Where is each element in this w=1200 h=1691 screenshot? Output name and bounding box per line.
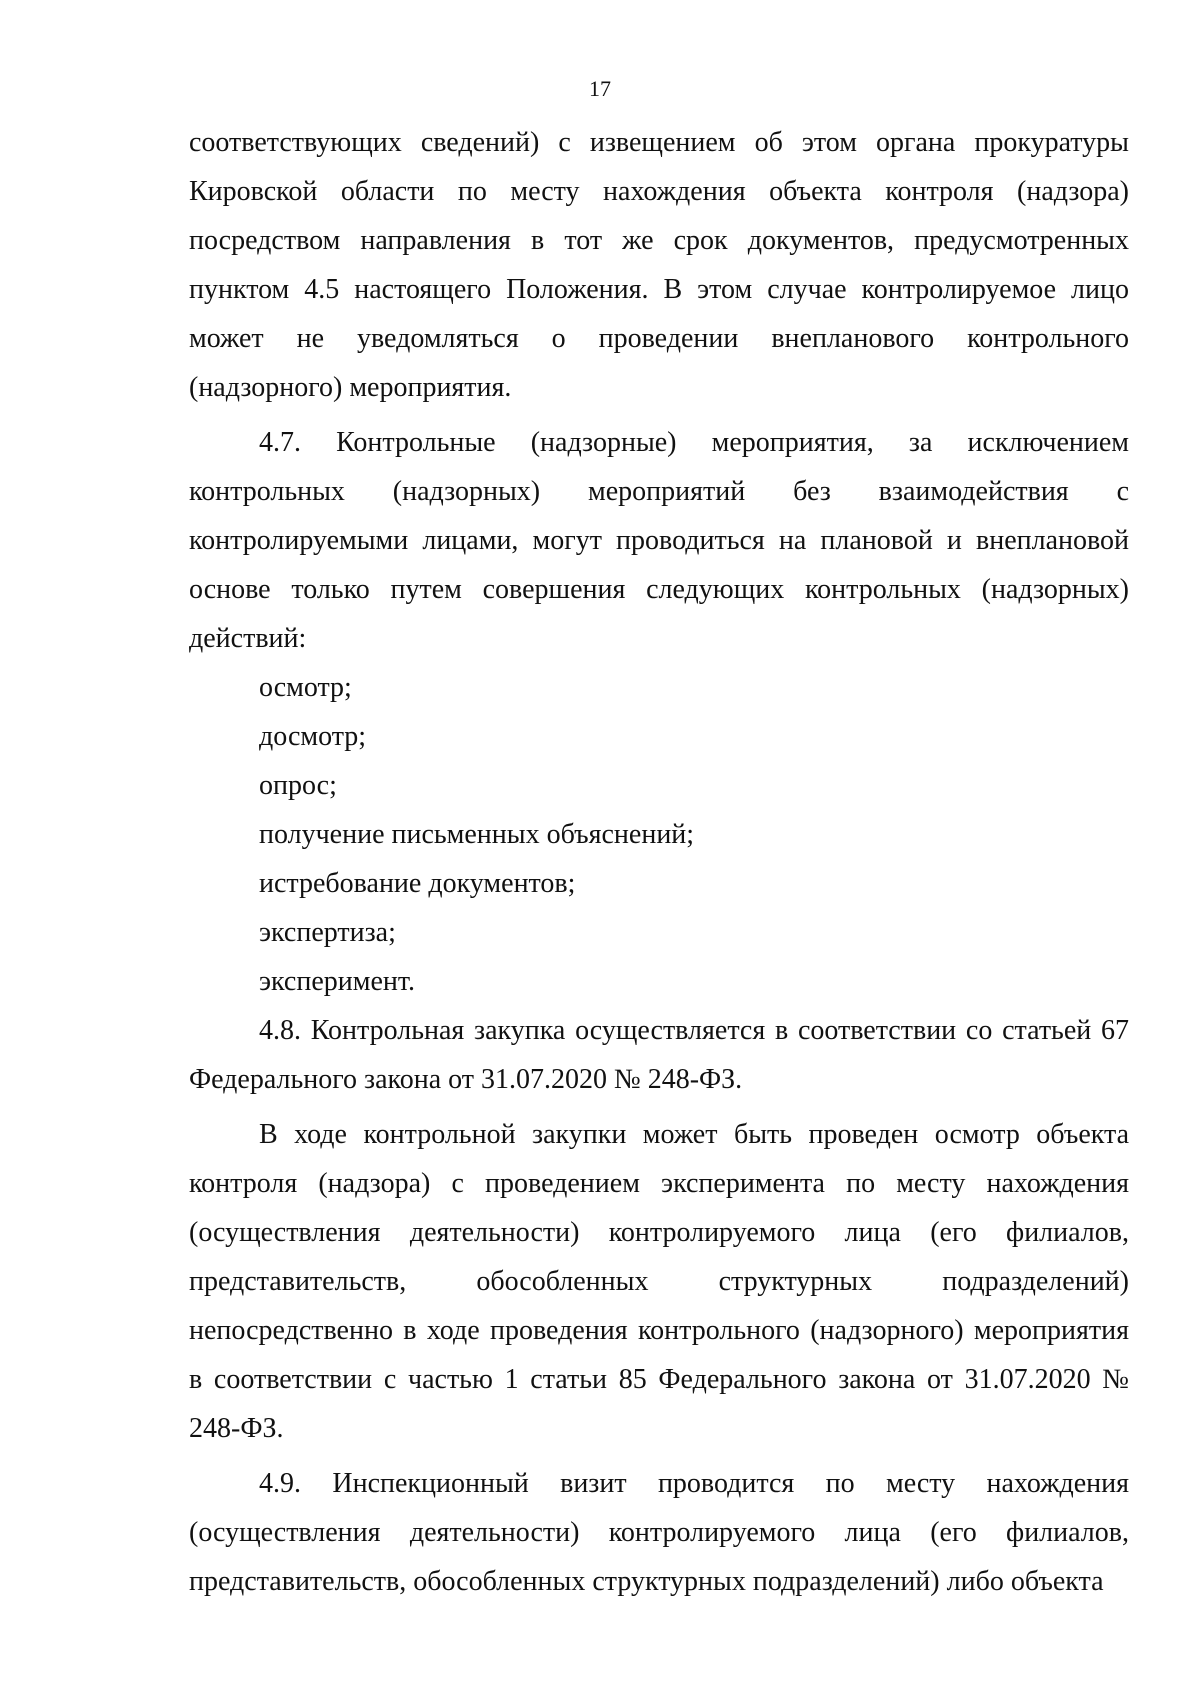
list-item: истребование документов; — [259, 868, 576, 899]
paragraph-control-purchase: В ходе контрольной закупки может быть проведен осмотр объекта контроля (надзора) с проведением эксперимента по месту нахождения (осуществления деятельности) контролируемого лица (его филиалов, представительств, обособленных структурных подразделений) непосредственно в ходе проведения контрольного (надзорного) мероприятия в соответствии с частью 1 статьи 85 Федерального закона от 31.07.2020 № 248-ФЗ. — [189, 1119, 1129, 1444]
document-body — [189, 118, 1129, 1606]
list-item: осмотр; — [259, 672, 352, 703]
paragraph-continuation: соответствующих сведений) с извещением об этом органа прокуратуры Кировской области по месту нахождения объекта контроля (надзора) посредством направления в тот же срок документов, предусмотренных пунктом 4.5 настоящего Положения. В этом случае контролируемое лицо может не уведомляться о проведении внепланового контрольного (надзорного) мероприятия. — [189, 127, 1129, 403]
list-item: опрос; — [259, 770, 337, 801]
list-item: экспертиза; — [259, 917, 396, 948]
list-item: эксперимент. — [259, 966, 416, 997]
page-number: 17 — [589, 76, 611, 101]
list-item: получение письменных объяснений; — [259, 819, 695, 850]
paragraph-4-8: 4.8. Контрольная закупка осуществляется в соответствии со статьей 67 Федерального закона от 31.07.2020 № 248-ФЗ. — [189, 1015, 1129, 1095]
paragraph-4-9: 4.9. Инспекционный визит проводится по месту нахождения (осуществления деятельности) контролируемого лица (его филиалов, представительств, обособленных структурных подразделений) либо объекта — [189, 1468, 1129, 1597]
list-item: досмотр; — [259, 721, 367, 752]
paragraph-4-7: 4.7. Контрольные (надзорные) мероприятия, за исключением контрольных (надзорных) мероприятий без взаимодействия с контролируемыми лицами, могут проводиться на плановой и внеплановой основе только путем совершения следующих контрольных (надзорных) действий: — [189, 427, 1129, 654]
